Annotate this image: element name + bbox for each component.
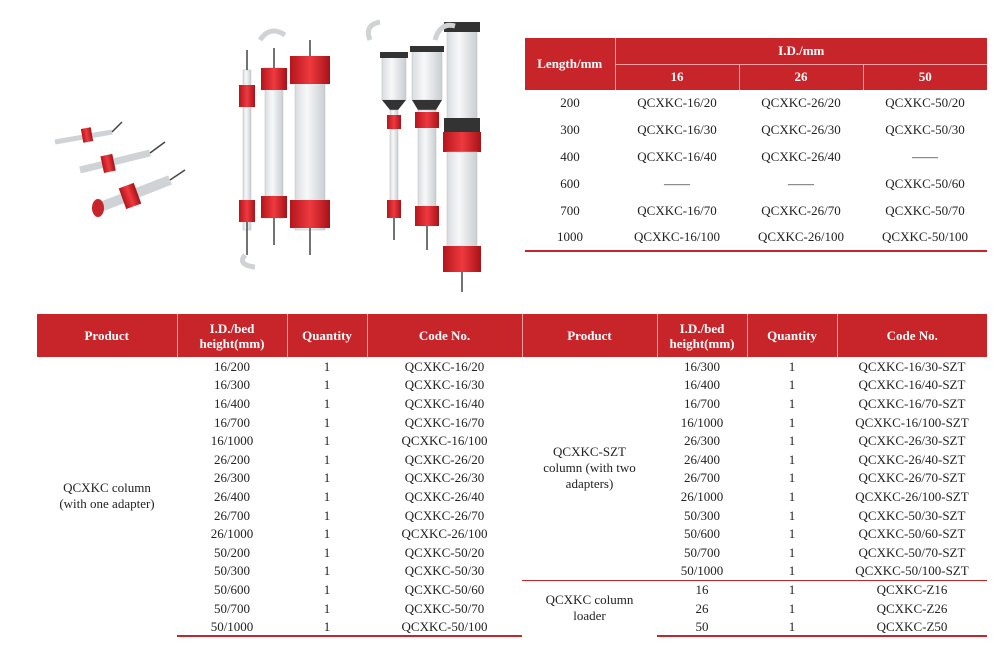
table-row [525,144,987,171]
table-row [37,524,987,543]
code-cell: QCXKC-16/100-SZT [855,414,969,430]
table-row [525,170,987,197]
code-cell-26: —— [788,175,814,191]
id-bed-height-cell: 16/1000 [210,433,254,449]
quantity-cell: 1 [287,617,367,636]
header-code-right: Code No. [837,314,987,357]
length-cell: 600 [560,175,580,191]
quantity-cell: 1 [323,600,331,616]
quantity-cell: 1 [323,581,331,597]
id-bed-height-cell: 26/400 [213,488,251,504]
chromatography-columns-illustration [40,10,510,300]
id-bed-height-cell: 50/1000 [680,563,724,579]
code-cell-16: —— [664,175,690,191]
quantity-cell: 1 [323,395,331,411]
product-photos [40,10,510,300]
quantity-cell: 1 [788,600,796,616]
id-bed-height-cell: 50/1000 [177,617,287,636]
code-cell: QCXKC-50/70 [404,600,485,616]
header-product-right: Product [522,314,657,357]
quantity-cell: 1 [788,563,796,579]
column-group-two-adapters [368,22,481,292]
code-cell: QCXKC-50/60-SZT [858,526,966,542]
table-row [37,543,987,562]
small-column-2 [80,142,165,173]
id-bed-height-cell: 26/1000 [210,526,254,542]
header-product-left: Product [37,314,177,357]
length-header: Length/mm [525,38,615,90]
table-row [37,617,987,636]
table-row [37,394,987,413]
product-qcxkc-column: QCXKC column (with one adapter) [59,480,155,512]
quantity-cell: 1 [788,433,796,449]
id-bed-height-cell: 16/300 [213,377,251,393]
code-cell: QCXKC-16/40-SZT [858,377,966,393]
code-cell: QCXKC-50/30-SZT [858,507,966,523]
code-cell: QCXKC-Z50 [837,617,987,636]
quantity-cell: 1 [323,451,331,467]
product-qcxkc-szt-column: QCXKC-SZT column (with two adapters) [543,444,636,492]
quantity-cell: 1 [323,377,331,393]
quantity-cell: 1 [788,395,796,411]
table-row [37,376,987,395]
table-row [37,469,987,488]
code-cell-26: QCXKC-26/100 [739,224,863,251]
id-bed-height-cell: 16/300 [683,358,721,374]
table-row [37,431,987,450]
quantity-cell: 1 [788,488,796,504]
top-table-body [525,90,987,251]
code-cell: QCXKC-16/30-SZT [858,358,966,374]
id-cell: 26 [695,600,709,616]
code-cell: QCXKC-Z26 [876,600,948,616]
code-cell: QCXKC-26/40-SZT [858,451,966,467]
quantity-cell: 1 [323,544,331,560]
code-cell-26: QCXKC-26/20 [761,95,841,111]
code-cell: QCXKC-26/100 [401,526,488,542]
code-cell: QCXKC-50/100 [367,617,522,636]
quantity-cell: 1 [788,544,796,560]
code-cell: QCXKC-16/70 [404,414,485,430]
length-cell: 400 [560,148,580,164]
id-bed-height-cell: 26/1000 [680,488,724,504]
id-col-26: 26 [739,64,863,90]
quantity-cell: 1 [747,617,837,636]
header-quantity-left: Quantity [287,314,367,357]
small-column-1 [55,122,122,143]
quantity-cell: 1 [788,470,796,486]
table-row [525,117,987,144]
header-quantity-right: Quantity [747,314,837,357]
quantity-cell: 1 [323,414,331,430]
id-bed-height-cell: 16/700 [213,414,251,430]
id-bed-height-cell: 50/200 [213,544,251,560]
quantity-cell: 1 [323,433,331,449]
id-bed-height-cell: 50/600 [683,526,721,542]
table-row [37,599,987,618]
id-bed-height-cell: 26/300 [683,433,721,449]
code-cell: QCXKC-16/70-SZT [858,395,966,411]
header-id-right: I.D./bed height(mm) [657,314,747,357]
column-length-id-table [525,38,987,252]
column-group-one-adapter [239,31,330,267]
product-qcxkc-column-loader: QCXKC column loader [522,580,657,636]
id-bed-height-cell: 50/300 [683,507,721,523]
code-cell-26: QCXKC-26/30 [761,122,841,138]
quantity-cell: 1 [323,507,331,523]
id-bed-height-cell: 26/700 [683,470,721,486]
table-row [37,562,987,581]
code-cell: QCXKC-Z16 [837,580,987,599]
header-code-left: Code No. [367,314,522,357]
table-row [525,197,987,224]
table-row [37,413,987,432]
id-bed-height-cell: 26/400 [683,451,721,467]
code-cell: QCXKC-26/40 [404,488,485,504]
quantity-cell: 1 [788,507,796,523]
length-cell: 200 [560,95,580,111]
table-row [525,90,987,117]
quantity-cell: 1 [788,414,796,430]
code-cell: QCXKC-16/30 [404,377,485,393]
id-cell: 16 [657,580,747,599]
code-cell-16: QCXKC-16/20 [637,95,717,111]
code-cell: QCXKC-16/100 [401,433,488,449]
code-cell-50: QCXKC-50/30 [885,122,965,138]
quantity-cell: 1 [323,563,331,579]
code-cell-50: QCXKC-50/100 [863,224,987,251]
product-code-table [37,314,987,637]
code-cell: QCXKC-50/60 [404,581,485,597]
code-cell: QCXKC-50/100-SZT [855,563,969,579]
table-row [37,580,987,599]
id-bed-height-cell: 50/700 [213,600,251,616]
code-cell: QCXKC-26/30-SZT [858,433,966,449]
code-cell-16: QCXKC-16/40 [637,148,717,164]
id-bed-height-cell: 26/200 [213,451,251,467]
code-cell-16: QCXKC-16/100 [615,224,739,251]
id-bed-height-cell: 50/300 [213,563,251,579]
quantity-cell: 1 [323,488,331,504]
id-bed-height-cell: 26/700 [213,507,251,523]
code-cell: QCXKC-26/20 [404,451,485,467]
table-row [37,357,987,376]
code-cell-50: QCXKC-50/20 [885,95,965,111]
quantity-cell: 1 [788,451,796,467]
small-column-3 [92,170,185,217]
bottom-table-body [37,357,987,636]
code-cell: QCXKC-50/70-SZT [858,544,966,560]
id-bed-height-cell: 16/400 [683,377,721,393]
id-col-16: 16 [615,64,739,90]
quantity-cell: 1 [323,526,331,542]
code-cell: QCXKC-16/40 [404,395,485,411]
code-cell: QCXKC-26/100-SZT [855,488,969,504]
code-cell: QCXKC-26/70-SZT [858,470,966,486]
id-bed-height-cell: 16/1000 [680,414,724,430]
length-cell: 1000 [525,224,615,251]
code-cell-16: QCXKC-16/30 [637,122,717,138]
code-cell-50: QCXKC-50/70 [885,202,965,218]
table-row [37,487,987,506]
code-cell-50: QCXKC-50/60 [885,175,965,191]
length-cell: 700 [560,202,580,218]
quantity-cell: 1 [788,377,796,393]
code-cell: QCXKC-50/30 [404,563,485,579]
id-bed-height-cell: 16/400 [213,395,251,411]
quantity-cell: 1 [323,358,331,374]
table-row [37,450,987,469]
length-cell: 300 [560,122,580,138]
id-bed-height-cell: 50/600 [213,581,251,597]
id-header: I.D./mm [615,38,987,64]
code-cell-26: QCXKC-26/40 [761,148,841,164]
id-bed-height-cell: 50/700 [683,544,721,560]
id-bed-height-cell: 16/700 [683,395,721,411]
code-cell-16: QCXKC-16/70 [637,202,717,218]
code-cell: QCXKC-26/30 [404,470,485,486]
id-bed-height-cell: 16/200 [213,358,251,374]
quantity-cell: 1 [788,526,796,542]
quantity-cell: 1 [747,580,837,599]
code-cell: QCXKC-50/20 [404,544,485,560]
code-cell: QCXKC-16/20 [404,358,485,374]
code-cell-26: QCXKC-26/70 [761,202,841,218]
id-bed-height-cell: 26/300 [213,470,251,486]
quantity-cell: 1 [323,470,331,486]
quantity-cell: 1 [788,358,796,374]
code-cell: QCXKC-26/70 [404,507,485,523]
code-cell-50: —— [912,148,938,164]
table-row [525,224,987,251]
table-row [37,506,987,525]
header-id-left: I.D./bed height(mm) [177,314,287,357]
id-col-50: 50 [863,64,987,90]
id-cell: 50 [657,617,747,636]
